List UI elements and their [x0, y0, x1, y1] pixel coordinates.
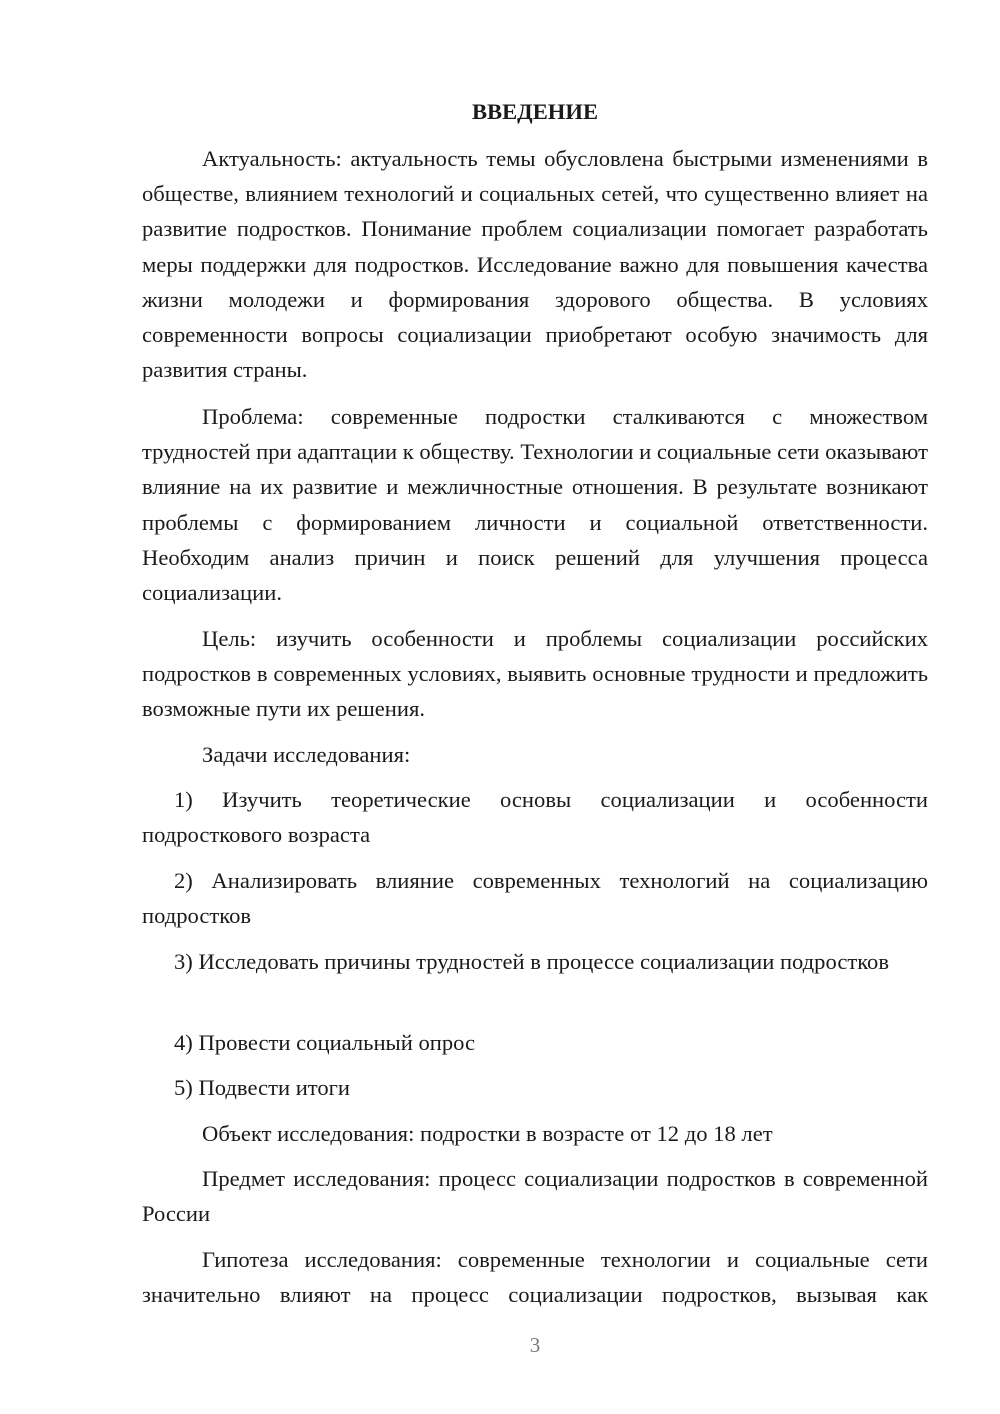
task-item-4: 4) Провести социальный опрос [174, 1030, 476, 1055]
task-item-2: 2) Анализировать влияние современных технологий на социализацию подростков [142, 868, 928, 929]
paragraph-hypothesis: Гипотеза исследования: современные технологии и социальные сети значительно влияют на процесс социализации подростков, вызывая как [142, 1247, 928, 1308]
task-item-3: 3) Исследовать причины трудностей в процессе социализации подростков [174, 949, 890, 974]
paragraph-object: Объект исследования: подростки в возрасте от 12 до 18 лет [202, 1121, 773, 1146]
paragraph-goal: Цель: изучить особенности и проблемы социализации российских подростков в современных условиях, выявить основные трудности и предложить возможные пути их решения. [142, 626, 928, 722]
paragraph-subject: Предмет исследования: процесс социализации подростков в современной России [142, 1166, 928, 1227]
page-number: 3 [529, 1333, 541, 1357]
section-title: ВВЕДЕНИЕ [471, 99, 599, 124]
paragraph-relevance: Актуальность: актуальность темы обусловлена быстрыми изменениями в обществе, влиянием технологий и социальных сетей, что существенно влияет на развитие подростков. Понимание проблем социализации помогает разработать меры поддержки для подростков. Исследование важно для повышения качества жизни молодежи и формирования здорового общества. В условиях современности вопросы социализации приобретают особую значимость для развития страны. [142, 146, 928, 383]
paragraph-problem: Проблема: современные подростки сталкиваются с множеством трудностей при адаптации к обществу. Технологии и социальные сети оказывают влияние на их развитие и межличностные отношения. В результате возникают проблемы с формированием личности и социальной ответственности. Необходим анализ причин и поиск решений для улучшения процесса социализации. [142, 404, 928, 606]
tasks-heading: Задачи исследования: [202, 742, 411, 767]
task-item-1: 1) Изучить теоретические основы социализации и особенности подросткового возраста [142, 787, 928, 848]
task-item-5: 5) Подвести итоги [174, 1075, 351, 1100]
